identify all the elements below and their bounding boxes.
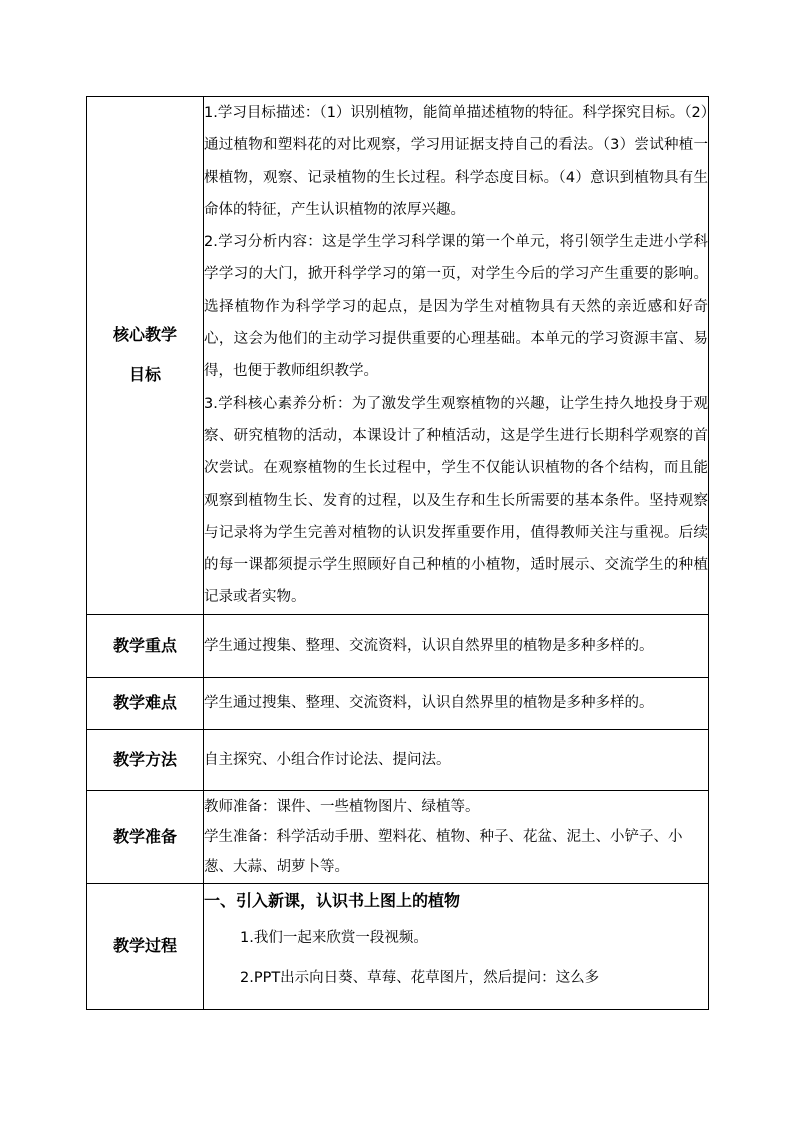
preparation-content-cell <box>204 790 709 883</box>
goals-content-cell <box>204 97 709 615</box>
student-preparation: 学生准备：科学活动手册、塑料花、植物、种子、花盆、泥土、小铲子、小葱、大蒜、胡萝卜等。 <box>204 828 683 875</box>
goal-paragraph-2: 2.学习分析内容：这是学生学习科学课的第一个单元，将引领学生走进小学科学学习的大门，掀开科学学习的第一页，对学生今后的学习产生重要的影响。选择植物作为科学学习的起点，是因为学生对植物具有天然的亲近感和好奇心，这会为他们的主动学习提供重要的心理基础。本单元的学习资源丰富、易得，也便于教师组织教学。 <box>204 234 708 380</box>
difficulties-row <box>87 677 709 729</box>
process-section-title: 一、引入新课，认识书上图上的植物 <box>204 890 461 910</box>
goals-label-line2: 目标 <box>128 365 161 385</box>
lesson-plan-table <box>86 96 709 1010</box>
goals-label-line1: 核心教学 <box>112 325 177 345</box>
methods-label: 教学方法 <box>87 729 204 790</box>
process-label: 教学过程 <box>87 883 204 1009</box>
goal-paragraph-1: 1.学习目标描述：（1）识别植物，能简单描述植物的特征。科学探究目标。（2）通过植物和塑料花的对比观察，学习用证据支持自己的看法。（3）尝试种植一棵植物，观察、记录植物的生长过程。科学态度目标。（4）意识到植物具有生命体的特征，产生认识植物的浓厚兴趣。 <box>204 105 708 218</box>
goals-label-cell <box>87 97 204 615</box>
teacher-preparation: 教师准备：课件、一些植物图片、绿植等。 <box>204 798 480 815</box>
methods-text: 自主探究、小组合作讨论法、提问法。 <box>204 729 709 790</box>
key-points-row <box>87 614 709 677</box>
key-points-label: 教学重点 <box>87 614 204 677</box>
methods-row <box>87 729 709 790</box>
process-step-2: 2.PPT出示向日葵、草莓、花草图片，然后提问：这么多 <box>240 969 600 986</box>
difficulties-text: 学生通过搜集、整理、交流资料，认识自然界里的植物是多种多样的。 <box>204 677 709 729</box>
process-content-cell <box>204 883 709 1009</box>
process-row <box>87 883 709 1009</box>
process-step-1: 1.我们一起来欣赏一段视频。 <box>240 929 428 946</box>
difficulties-label: 教学难点 <box>87 677 204 729</box>
goals-row <box>87 97 709 615</box>
key-points-text: 学生通过搜集、整理、交流资料，认识自然界里的植物是多种多样的。 <box>204 614 709 677</box>
preparation-row <box>87 790 709 883</box>
preparation-label: 教学准备 <box>87 790 204 883</box>
goal-paragraph-3: 3.学科核心素养分析：为了激发学生观察植物的兴趣，让学生持久地投身于观察、研究植物的活动，本课设计了种植活动，这是学生进行长期科学观察的首次尝试。在观察植物的生长过程中，学生不仅能认识植物的各个结构，而且能观察到植物生长、发育的过程，以及生存和生长所需要的基本条件。坚持观察与记录将为学生完善对植物的认识发挥重要作用，值得教师关注与重视。后续的每一课都须提示学生照顾好自己种植的小植物，适时展示、交流学生的种植记录或者实物。 <box>204 395 708 606</box>
